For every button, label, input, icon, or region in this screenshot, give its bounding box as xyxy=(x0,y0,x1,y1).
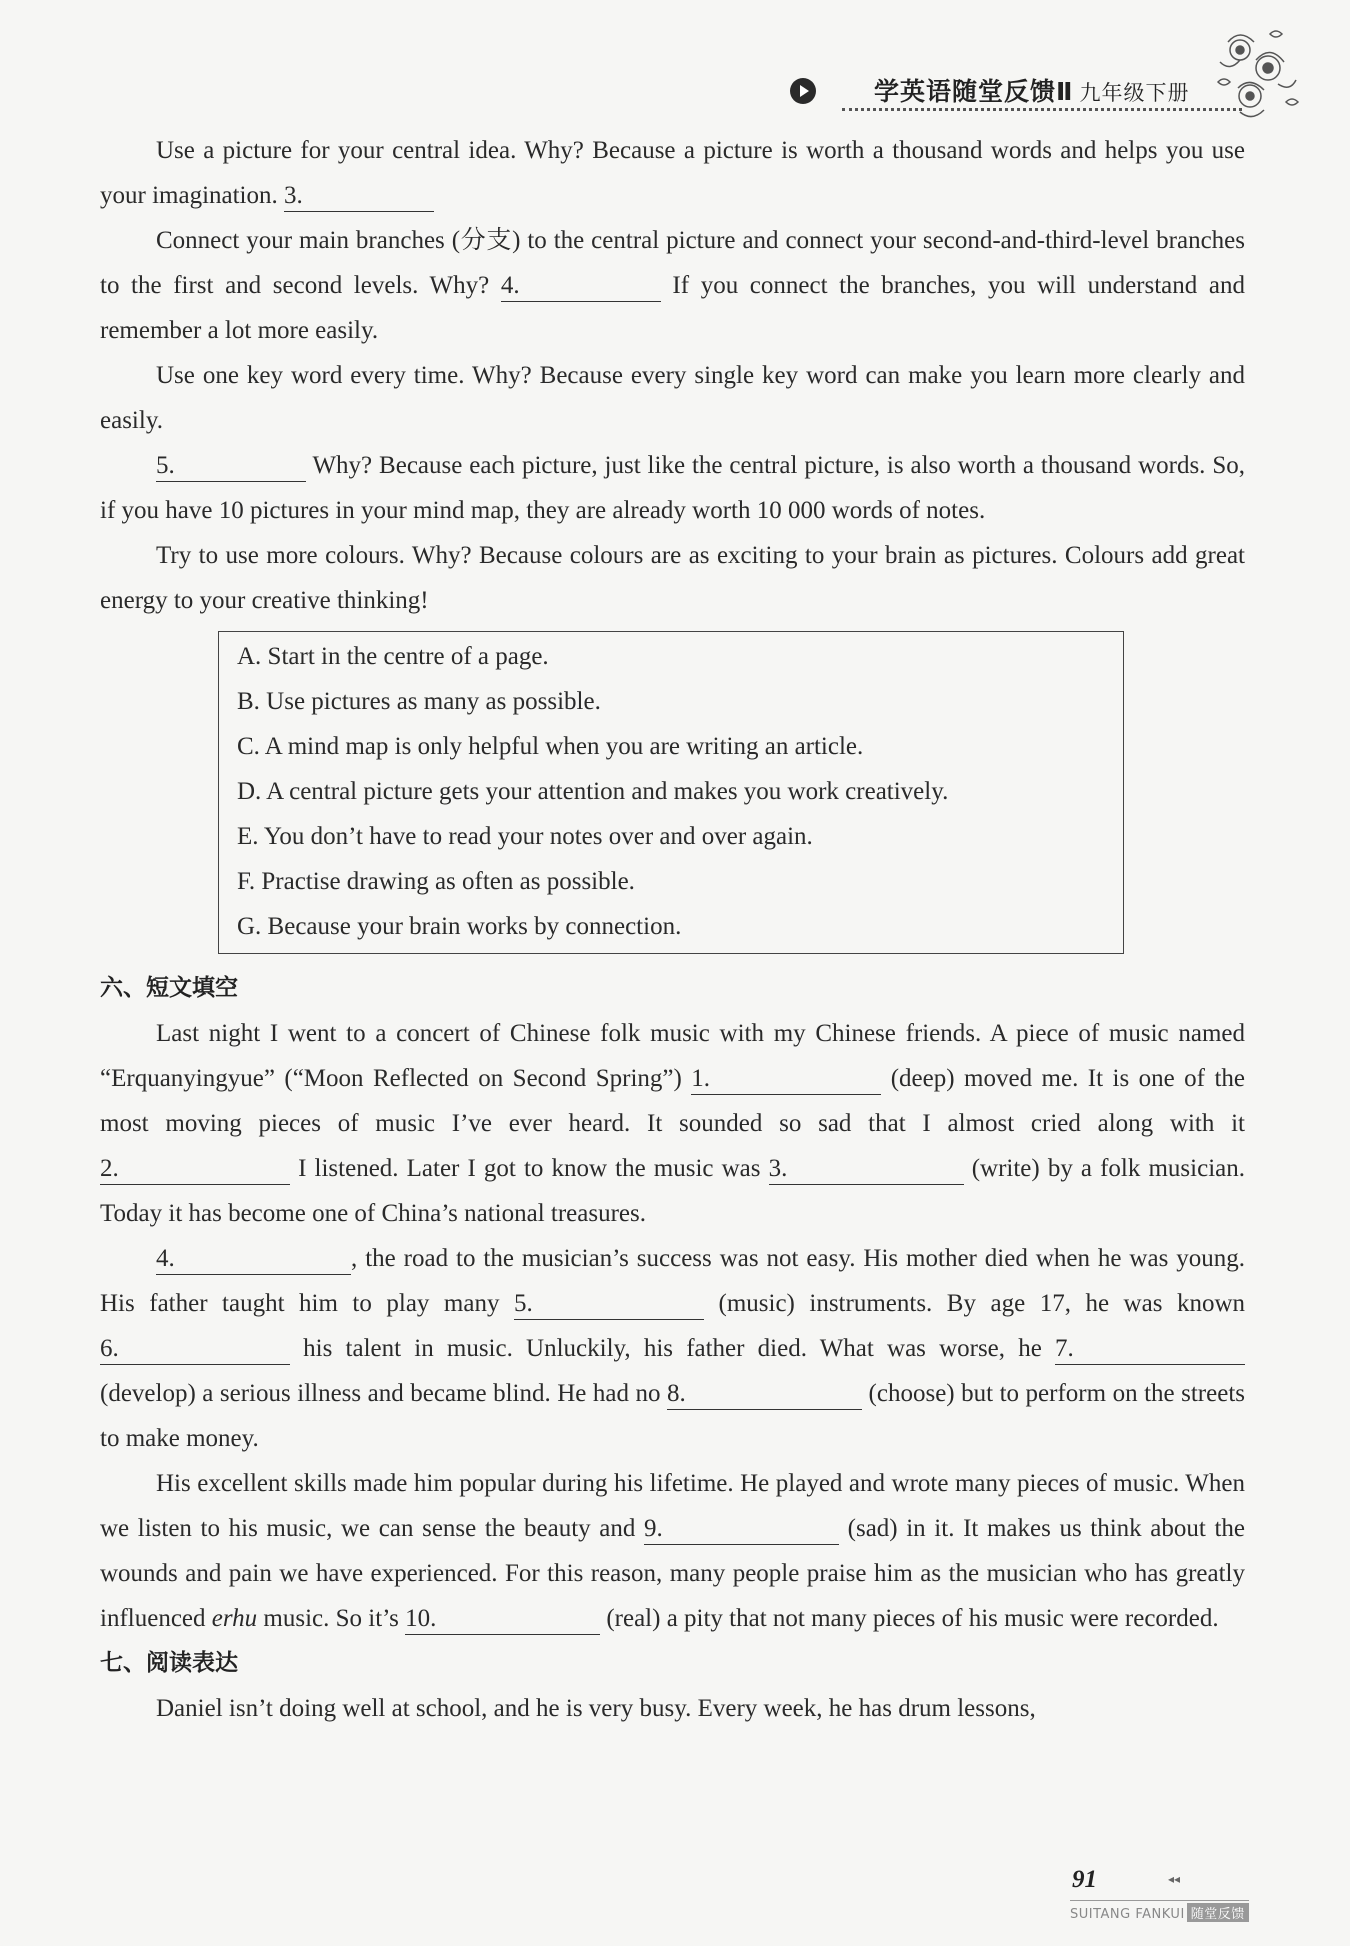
paragraph-p3: Use one key word every time. Why? Because every single key word can make you learn more clearly and easily. xyxy=(100,362,1245,434)
page-content xyxy=(100,128,1245,1731)
p1-text: Use a picture for your central idea. Why? Because a picture is worth a thousand words and helps you use your imagination. xyxy=(100,137,1245,209)
paragraph-p2 xyxy=(100,218,1245,353)
footer-brand-text: SUITANG FANKUI xyxy=(1070,1907,1185,1922)
blank-4[interactable]: 4. xyxy=(501,271,661,302)
option-e: E. You don’t have to read your notes over and over again. xyxy=(237,823,813,850)
s6-p1-text-1: Last night I went to a concert of Chinese folk music with my Chinese friends. A piece of music named “Erquanyingyue” (“Moon Reflected on Second Spring”) xyxy=(100,1020,1245,1092)
blank-s6-6[interactable]: 6. xyxy=(100,1334,290,1365)
blank-s6-5[interactable]: 5. xyxy=(514,1289,704,1320)
blank-s6-2[interactable]: 2. xyxy=(100,1154,290,1185)
s6-p2-text-5: (choose) but to perform on the streets to make money. xyxy=(100,1380,1245,1452)
section-7-title: 七、阅读表达 xyxy=(100,1650,238,1676)
p2-text: Connect your main branches (分支) to the central picture and connect your second-and-third-level branches to the first and second levels. Why? xyxy=(100,227,1245,299)
book-title-text: 学英语随堂反馈Ⅱ xyxy=(874,77,1074,106)
blank-s6-7[interactable]: 7. xyxy=(1055,1334,1245,1365)
s6-p2-text-1: , the road to the musician’s success was not easy. His mother died when he was young. His father taught him to play many xyxy=(100,1245,1245,1317)
s6-p3-erhu: erhu xyxy=(211,1605,258,1632)
paragraph-p1 xyxy=(100,128,1245,218)
s6-p3-text-2: (sad) in it. It makes us think about the wounds and pain we have experienced. For this reason, many people praise him as the musician who has greatly influenced xyxy=(100,1515,1246,1632)
s6-p1-text-3: I listened. Later I got to know the music was xyxy=(290,1155,769,1182)
s6-paragraph-2 xyxy=(100,1236,1245,1461)
option-g: G. Because your brain works by connection. xyxy=(237,913,682,940)
s6-p1-text-4: (write) by a folk musician. Today it has become one of China’s national treasures. xyxy=(100,1155,1245,1227)
option-b: B. Use pictures as many as possible. xyxy=(237,688,601,715)
blank-s6-10[interactable]: 10. xyxy=(405,1604,600,1635)
option-f: F. Practise drawing as often as possible. xyxy=(237,868,635,895)
section-6-title: 六、短文填空 xyxy=(100,975,238,1001)
blank-s6-1[interactable]: 1. xyxy=(691,1064,881,1095)
book-title xyxy=(874,72,1189,108)
double-arrow-icon: ◂◂ xyxy=(1168,1872,1181,1886)
s6-p2-text-4: (develop) a serious illness and became blind. He had no xyxy=(100,1380,668,1407)
blank-s6-3[interactable]: 3. xyxy=(769,1154,964,1185)
footer-brand xyxy=(1070,1900,1249,1922)
footer-tag: 随堂反馈 xyxy=(1187,1903,1249,1922)
blank-3[interactable]: 3. xyxy=(284,181,434,212)
paragraph-p5: Try to use more colours. Why? Because colours are as exciting to your brain as pictures. Colours add great energy to your creative thinking! xyxy=(100,542,1245,614)
play-icon xyxy=(790,78,816,104)
s6-p3-text-1: His excellent skills made him popular during his lifetime. He played and wrote many pieces of music. When we listen to his music, we can sense the beauty and xyxy=(100,1470,1245,1542)
blank-s6-4[interactable]: 4. xyxy=(156,1244,351,1275)
s6-p3-text-4: (real) a pity that not many pieces of his music were recorded. xyxy=(600,1605,1219,1632)
s6-paragraph-3 xyxy=(100,1461,1245,1641)
p2-text-after: If you connect the branches, you will understand and remember a lot more easily. xyxy=(100,272,1245,344)
flower-decoration-icon xyxy=(1210,22,1306,132)
blank-s6-9[interactable]: 9. xyxy=(644,1514,839,1545)
blank-s6-8[interactable]: 8. xyxy=(667,1379,862,1410)
options-box xyxy=(218,631,1124,954)
paragraph-p4 xyxy=(100,443,1245,533)
p4-text: Why? Because each picture, just like the central picture, is also worth a thousand words. So, if you have 10 pictures in your mind map, they are already worth 10 000 words of notes. xyxy=(100,452,1245,524)
option-a: A. Start in the centre of a page. xyxy=(237,643,549,670)
s6-paragraph-1 xyxy=(100,1011,1245,1236)
s6-p2-text-2: (music) instruments. By age 17, he was known xyxy=(704,1290,1245,1317)
page-number: 91 xyxy=(1072,1866,1097,1893)
book-subtitle: 九年级下册 xyxy=(1079,81,1190,105)
option-d: D. A central picture gets your attention and makes you work creatively. xyxy=(237,778,949,805)
s6-p2-text-3: his talent in music. Unluckily, his father died. What was worse, he xyxy=(290,1335,1055,1362)
s6-p3-text-3: music. So it’s xyxy=(257,1605,406,1632)
blank-5[interactable]: 5. xyxy=(156,451,306,482)
s6-p1-text-2: (deep) moved me. It is one of the most moving pieces of music I’ve ever heard. It sounded so sad that I almost cried along with it xyxy=(100,1065,1246,1137)
header-dotted-rule xyxy=(842,108,1242,111)
option-c: C. A mind map is only helpful when you are writing an article. xyxy=(237,733,864,760)
s7-paragraph-1: Daniel isn’t doing well at school, and he is very busy. Every week, he has drum lessons, xyxy=(156,1695,1036,1722)
